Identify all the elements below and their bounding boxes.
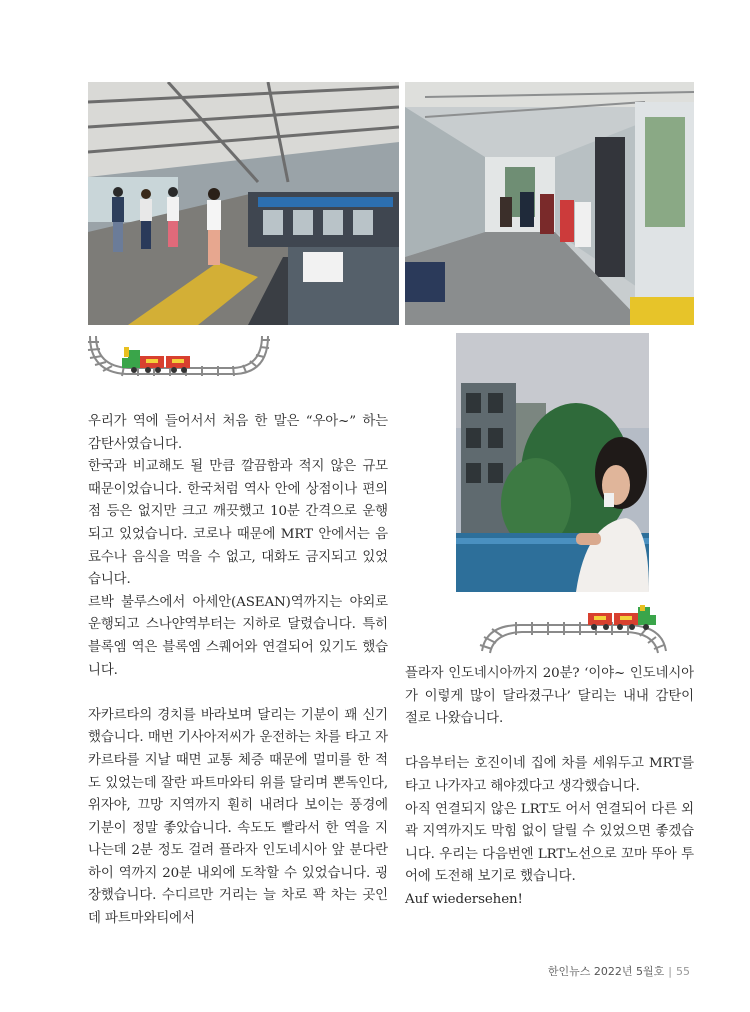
article-paragraph: 한국과 비교해도 될 만큼 깔끔함과 적지 않은 규모 때문이었습니다. 한국처럼 역사 안에 상점이나 편의점 등은 없지만 크고 깨끗했고 10분 간격으로 운행되고 있었습니다. 코로나 때문에 MRT 안에서는 음료수나 음식을 먹을 수 없고, 대화도 금지되고 있었습니다. [88, 459, 388, 588]
article-left-column [88, 411, 388, 931]
window-view-image [456, 333, 649, 592]
train-interior-image [405, 82, 694, 325]
article-paragraph: 자카르타의 경치를 바라보며 달리는 기분이 꽤 신기했습니다. 매번 기사아저씨가 운전하는 차를 타고 자카르타를 지날 때면 교통 체증 때문에 멀미를 한 적도 있었는데 잘란 파트마와티 위를 달리며 뽄독인다, 위자야, 끄망 지역까지 훤히 내려다 보이는 풍경에 기분이 정말 좋았습니다. 속도도 빨라서 한 역을 지나는데 2분 정도 걸려 플라자 인도네시아 앞 분다란 하이 역까지 20분 내외에 도착할 수 있었습니다. 굉장했습니다. 수디르만 거리는 늘 차로 꽉 차는 곳인데 파트마와티에서 [88, 707, 388, 927]
article-paragraph: 플라자 인도네시아까지 20분? ‘이야~ 인도네시아가 이렇게 많이 달라졌구나’ 달리는 내내 감탄이 절로 나왔습니다. [405, 666, 694, 727]
publication-name: 한인뉴스 2022년 5월호 [547, 965, 665, 978]
train-track-decoration-2 [476, 605, 672, 657]
window-view-photo [456, 333, 649, 592]
article-right-column [405, 663, 694, 912]
article-paragraph: 르박 불루스에서 아세안(ASEAN)역까지는 야외로 운행되고 스나얀역부터는 지하로 달렸습니다. 특히 블록엠 역은 블록엠 스퀘어와 연결되어 있기도 했습니다. [88, 594, 388, 678]
platform-photo-image [88, 82, 399, 325]
train-track-decoration [86, 330, 272, 382]
page-number: 55 [676, 965, 690, 978]
article-closing: Auf wiedersehen! [405, 891, 523, 907]
article-paragraph: 아직 연결되지 않은 LRT도 어서 연결되어 다른 외곽 지역까지도 막힘 없이 달릴 수 있었으면 좋겠습니다. 우리는 다음번엔 LRT노선으로 꼬마 뚜아 투어에 도전해 보기로 했습니다. [405, 801, 694, 885]
paragraph-spacer [88, 682, 388, 705]
platform-photo [88, 82, 399, 325]
article-paragraph: 다음부터는 호진이네 집에 차를 세워두고 MRT를 타고 나가자고 해야겠다고 생각했습니다. [405, 756, 694, 794]
article-paragraph: 우리가 역에 들어서서 처음 한 말은 “우아~” 하는 감탄사였습니다. [88, 414, 388, 452]
train-icon-2 [476, 605, 672, 657]
train-interior-photo [405, 82, 694, 325]
page-footer [540, 963, 690, 979]
train-icon [86, 330, 272, 382]
paragraph-spacer [405, 731, 694, 754]
footer-separator: | [668, 965, 672, 978]
